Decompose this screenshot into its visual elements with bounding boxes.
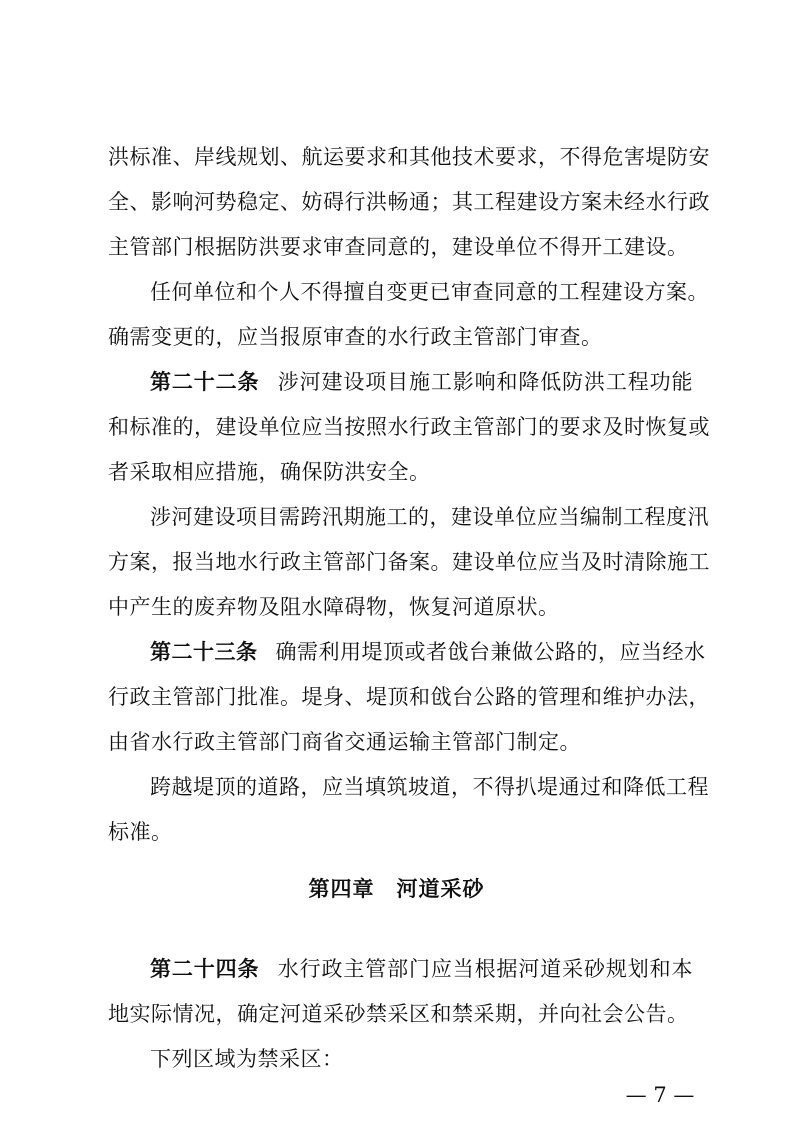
paragraph-line: 涉河建设项目需跨汛期施工的，建设单位应当编制工程度汛: [150, 505, 709, 529]
article-23-label: 第二十三条: [150, 640, 258, 664]
paragraph-line: 由省水行政主管部门商省交通运输主管部门制定。: [108, 730, 581, 754]
article-22-label: 第二十二条: [150, 370, 260, 394]
article-24-line: [150, 952, 693, 986]
article-23-line: [150, 635, 706, 669]
paragraph-line: 确需变更的，应当报原审查的水行政主管部门审查。: [108, 325, 603, 349]
paragraph-line: 跨越堤顶的道路，应当填筑坡道，不得扒堤通过和降低工程: [150, 775, 709, 799]
chapter-heading: [0, 872, 793, 906]
article-23-text: 确需利用堤顶或者戗台兼做公路的，应当经水: [275, 640, 706, 664]
paragraph-line: 方案，报当地水行政主管部门备案。建设单位应当及时清除施工: [108, 550, 710, 574]
paragraph-line: 任何单位和个人不得擅自变更已审查同意的工程建设方案。: [150, 280, 709, 304]
paragraph-line: 者采取相应措施，确保防洪安全。: [108, 460, 431, 484]
paragraph-line: 主管部门根据防洪要求审查同意的，建设单位不得开工建设。: [108, 235, 689, 259]
paragraph-line: 行政主管部门批准。堤身、堤顶和戗台公路的管理和维护办法，: [108, 685, 710, 709]
paragraph-line: 和标准的，建设单位应当按照水行政主管部门的要求及时恢复或: [108, 415, 710, 439]
article-24-label: 第二十四条: [150, 957, 260, 981]
paragraph-line: 中产生的废弃物及阻水障碍物，恢复河道原状。: [108, 595, 560, 619]
paragraph-line: 洪标准、岸线规划、航运要求和其他技术要求，不得危害堤防安: [108, 145, 710, 169]
paragraph-line: 全、影响河势稳定、妨碍行洪畅通；其工程建设方案未经水行政: [108, 190, 710, 214]
page-number: — 7 —: [625, 1083, 695, 1107]
article-24-text: 水行政主管部门应当根据河道采砂规划和本: [277, 957, 693, 981]
chapter-title: 河道采砂: [396, 877, 485, 901]
paragraph-line: 地实际情况，确定河道采砂禁采区和禁采期，并向社会公告。: [108, 1002, 689, 1026]
article-22-text: 涉河建设项目施工影响和降低防洪工程功能: [277, 370, 693, 394]
chapter-number: 第四章: [308, 877, 375, 901]
paragraph-line: 下列区域为禁采区：: [150, 1047, 344, 1071]
paragraph-line: 标准。: [108, 820, 173, 844]
article-22-line: [150, 365, 693, 399]
